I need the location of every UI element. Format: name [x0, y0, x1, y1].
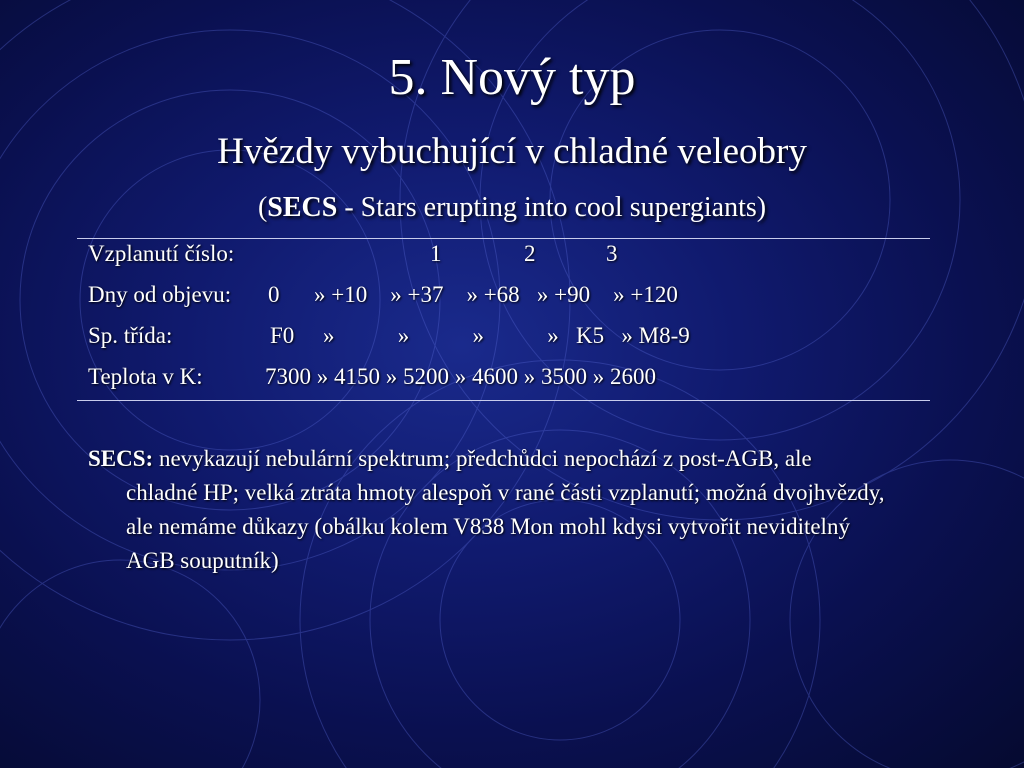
subtitle-secs-rest: - Stars erupting into cool supergiants)	[337, 192, 767, 223]
subtitle-paren: (	[257, 192, 268, 223]
row-label-outburst-number: Vzplanutí číslo:	[88, 241, 235, 266]
table-top-rule	[77, 238, 930, 239]
table-bottom-rule	[77, 400, 930, 401]
table-row	[0, 363, 1024, 391]
outburst-2: 2	[524, 241, 536, 266]
table-row	[0, 240, 1024, 268]
spectral-class-values: F0 » » » » K5 » M8-9	[270, 323, 690, 348]
slide-title: 5. Nový typ	[388, 49, 636, 106]
table-row	[0, 281, 1024, 309]
note-text: nevykazují nebulární spektrum; předchůdci nepochází z post-AGB, ale chladné HP; velká ztráta hmoty alespoň v rané části vzplanutí; možná dvojhvězdy, ale nemáme důkazy (obálku kolem V838 Mon mohl kdysi vytvořit neviditelný AGB souputník)	[126, 446, 885, 573]
slide-subtitle: Hvězdy vybuchující v chladné veleobry	[217, 131, 807, 172]
note-bold-label: SECS:	[88, 446, 154, 471]
row-label-temperature: Teplota v K:	[88, 364, 203, 389]
secs-note	[88, 442, 888, 578]
row-label-spectral-class: Sp. třída:	[88, 323, 173, 348]
temperature-values: 7300 » 4150 » 5200 » 4600 » 3500 » 2600	[265, 364, 656, 389]
days-values: 0 » +10 » +37 » +68 » +90 » +120	[268, 282, 678, 307]
table-row	[0, 322, 1024, 350]
outburst-1: 1	[430, 241, 442, 266]
slide-subtitle-secs	[0, 194, 1024, 222]
outburst-3: 3	[606, 241, 618, 266]
row-label-days: Dny od objevu:	[88, 282, 232, 307]
subtitle-secs-bold: SECS	[267, 192, 338, 223]
